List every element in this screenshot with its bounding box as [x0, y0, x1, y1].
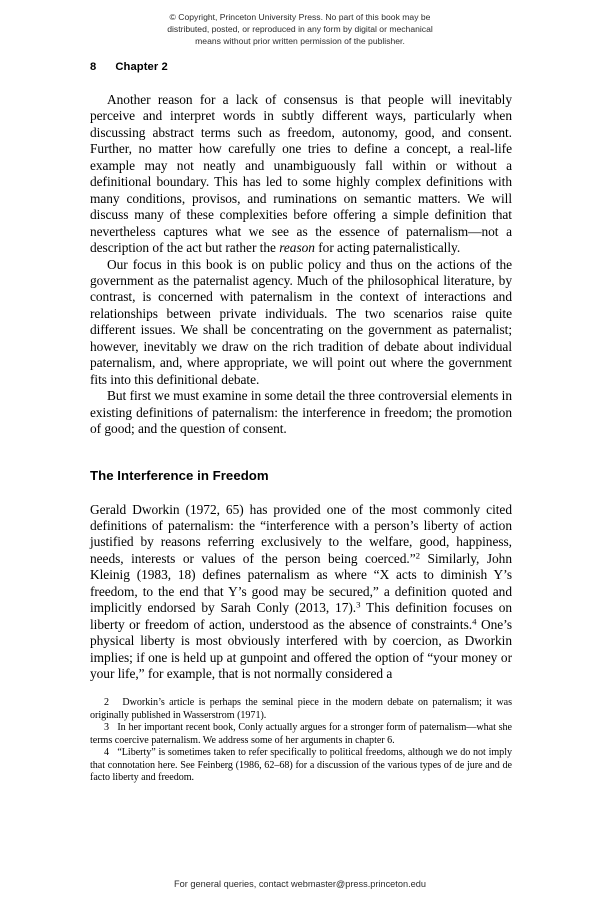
body-paragraph-1 [90, 92, 512, 257]
body-paragraph-2: Our focus in this book is on public policy and thus on the actions of the government as the paternalist agency. Much of the philosophical literature, by contrast, is concerned with paternalism in the context of interactions and relationships between private individuals. The two scenarios raise quite different issues. We shall be concentrating on the government as paternalist; however, inevitably we draw on the rich tradition of debate about individual paternalism, and, where appropriate, we will point out where the government fits into this definitional debate. [90, 256, 512, 387]
body-paragraph-3: But first we must examine in some detail the three controversial elements in existing definitions of paternalism: the interference in freedom; the promotion of good; and the question of consent. [90, 388, 512, 437]
copyright-line-3: means without prior written permission of the publisher. [195, 36, 405, 47]
footnote-number: 2 [104, 697, 110, 708]
copyright-line-1: © Copyright, Princeton University Press. No part of this book may be [169, 12, 431, 22]
page-number: 8 [90, 61, 97, 73]
copyright-notice [128, 11, 472, 48]
footnote-marker-4[interactable]: 4 [472, 616, 477, 627]
paragraph-4-part-b: Similarly, John Kleinig (1983, 18) defines paternalism as where “X acts to diminish Y’s freedom, to the end that Y’s good may be secured,” a definition quoted and implicitly endorsed by Sarah Conly (2013, 17). [90, 550, 512, 616]
paragraph-4-part-c: This definition focuses on liberty or freedom of action, understood as the absence of constraints. [90, 600, 512, 632]
section-heading-interference-in-freedom: The Interference in Freedom [90, 467, 269, 483]
chapter-title: Chapter 2 [115, 61, 168, 73]
footnote-item [90, 722, 512, 747]
running-head [90, 61, 168, 73]
footnote-text: Dworkin’s article is perhaps the seminal piece in the modern debate on paternalism; it was originally published in Wasserstrom (1971). [90, 697, 513, 721]
footnote-text: “Liberty” is sometimes taken to refer specifically to political freedoms, although we do not imply that connotation here. See Feinberg (1986, 62–68) for a discussion of the various types of de jure and de facto liberty and freedom. [90, 747, 512, 783]
page-footer: For general queries, contact webmaster@press.princeton.edu [174, 879, 426, 889]
footnote-number: 3 [104, 722, 110, 733]
footnote-item [90, 747, 512, 785]
footnote-text: In her important recent book, Conly actually argues for a stronger form of paternalism—what she terms coercive paternalism. We address some of her arguments in chapter 6. [90, 722, 512, 746]
paragraph-4-part-a: Gerald Dworkin (1972, 65) has provided one of the most commonly cited definitions of paternalism: the “interference with a person’s liberty of action justified by reasons referring exclusively to the welfare, good, happiness, needs, interests or values of the person being coerced.” [90, 501, 512, 566]
copyright-line-2: distributed, posted, or reproduced in any form by digital or mechanical [167, 24, 433, 35]
footnotes-block [90, 697, 512, 785]
paragraph-4-part-d: One’s physical liberty is most obviously interfered with by coercion, as Dworkin implies; if one is held up at gunpoint and offered the option of “your money or your life,” for example, that is not normally considered a [90, 616, 512, 682]
paragraph-1-part-b: for acting paternalistically. [314, 240, 461, 256]
body-paragraph-4 [90, 502, 512, 683]
footnote-number: 4 [104, 747, 110, 758]
paragraph-1-part-a: Another reason for a lack of consensus is that people will inevitably perceive and interpret words in subtly different ways, particularly when discussing abstract terms such as freedom, autonomy, good, and consent. Further, no matter how carefully one tries to define a concept, a real-life example may not neatly and unambiguously fall within or without a definitional boundary. This has led to some highly complex definitions with many conditions, provisos, and ruminations on semantic matters. We will discuss many of these complexities before offering a simple definition that nevertheless captures what we see as the essence of paternalism—not a description of the act but rather the [90, 92, 512, 256]
footnote-marker-3[interactable]: 3 [356, 599, 361, 610]
footnote-item [90, 697, 512, 722]
footnote-marker-2[interactable]: 2 [415, 550, 420, 561]
paragraph-1-emphasis: reason [279, 240, 315, 256]
main-text-column [90, 92, 512, 683]
